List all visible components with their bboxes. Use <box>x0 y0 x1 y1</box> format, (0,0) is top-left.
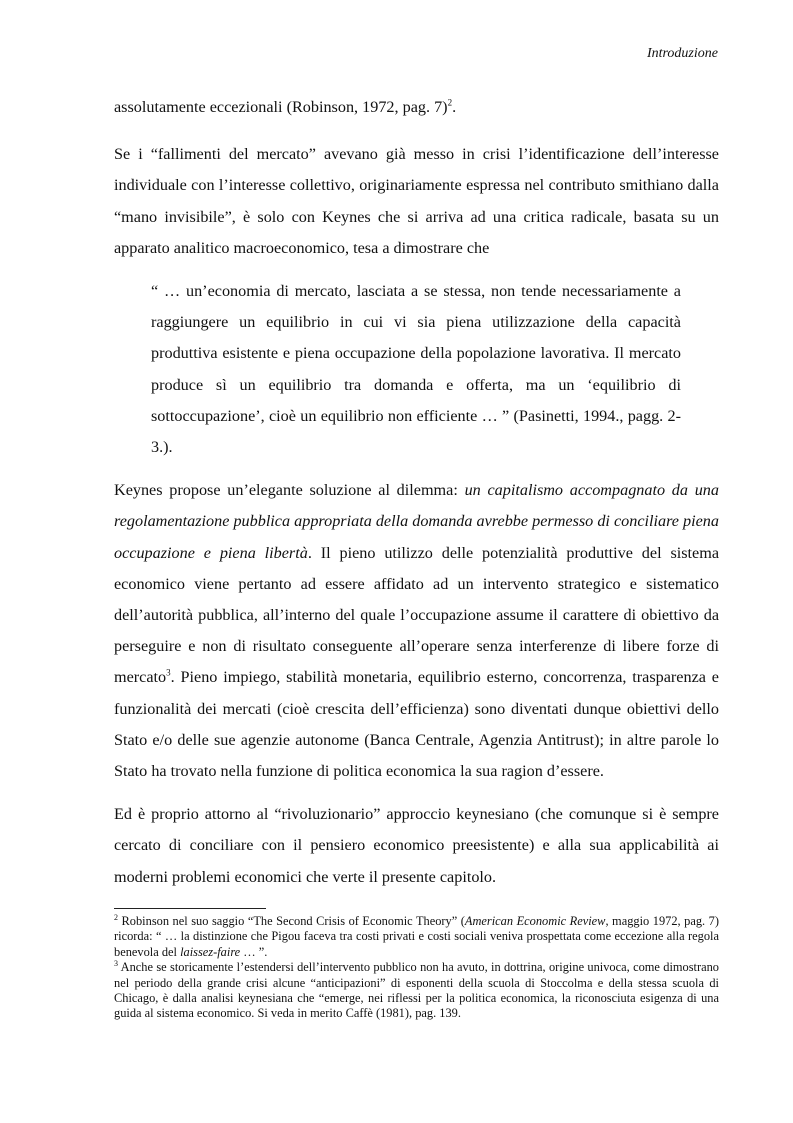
solution-italic: un capitalismo accompagnato da una regolamentazione pubblica appropriata della domanda avrebbe permesso di conciliare piena occupazione e piena libertà <box>114 481 719 562</box>
footnote-ref-3[interactable]: 3 <box>166 668 171 679</box>
block-quote-pasinetti: “ … un’economia di mercato, lasciata a se stessa, non tende necessariamente a raggiungere un equilibrio in cui vi sia piena utilizzazione della capacità produttiva esistente e piena occupazione della popolazione lavorativa. Il mercato produce sì un equilibrio tra domanda e offerta, ma un ‘equilibrio di sottoccupazione’, cioè un equilibrio non efficiente … ” (Pasinetti, 1994., pagg. 2-3.). <box>151 282 681 457</box>
running-header: Introduzione <box>646 46 718 61</box>
footnote-3-text: Anche se storicamente l’estendersi dell’intervento pubblico non ha avuto, in dottrina, origine univoca, come dimostrano nel periodo della grande crisi alcune “anticipazioni” di esponenti della scuola di Stoccolma e della stessa scuola di Chicago, è dalla analisi keynesiana che “emerge, nei riflessi per la politica economica, la riconosciuta esigenza di una guida al sistema economico. Si veda in merito Caffè (1981), pag. 139. <box>114 960 719 1021</box>
footnote-2-number: 2 <box>114 912 118 922</box>
main-text <box>114 92 719 905</box>
paragraph-keynes-intro: Se i “fallimenti del mercato” avevano già messo in crisi l’identificazione dell’interesse individuale con l’interesse collettivo, originariamente espressa nel contributo smithiano dalla “mano invisibile”, è solo con Keynes che si arriva ad una critica radicale, basata su un apparato analitico macroeconomico, tesa a dimostrare che <box>114 145 719 257</box>
solution-lead: Keynes propose un’elegante soluzione al dilemma: <box>114 481 465 500</box>
footnote-2-laissez-faire: laissez-faire <box>180 944 241 959</box>
solution-body: . Il pieno utilizzo delle potenzialità produttive del sistema economico viene pertanto ad essere affidato ad un intervento strategico e sistematico dell’autorità pubblica, all’interno del quale l’occupazione assume il carattere di obiettivo da perseguire e non di risultato conseguente all’operare senza interferenze di libere forze di mercato <box>114 543 720 687</box>
footnote-2-journal: American Economic Review <box>464 914 606 928</box>
solution-end: . Pieno impiego, stabilità monetaria, equilibrio esterno, concorrenza, trasparenza e funzionalità dei mercati (cioè crescita dell’efficienza) sono diventati dunque obiettivi dello Stato e/o delle sue agenzie autonome (Banca Centrale, Agenzia Antitrust); in altre parole lo Stato ha trovato nella funzione di politica economica la sua ragion d’essere. <box>114 668 719 781</box>
footnote-2 <box>114 914 719 960</box>
footnotes <box>114 914 719 1022</box>
footnote-2-part2: , maggio 1972, pag. 7) ricorda: “ … la distinzione che Pigou faceva tra costi privati e costi sociali veniva prospettata come eccezione alla regola benevola del <box>114 914 719 959</box>
paragraph-chapter-scope: Ed è proprio attorno al “rivoluzionario” approccio keynesiano (che comunque si è sempre cercato di conciliare con il pensiero economico preesistente) e alla sua applicabilità ai moderni problemi economici che verte il presente capitolo. <box>114 805 719 886</box>
footnote-3-number: 3 <box>114 959 118 969</box>
continuation-text: assolutamente eccezionali (Robinson, 1972, pag. 7) <box>114 98 448 116</box>
footnote-2-part3: … ”. <box>240 944 268 959</box>
footnote-2-part1: Robinson nel suo saggio “The Second Crisis of Economic Theory” ( <box>118 914 465 928</box>
paragraph-keynes-solution <box>114 475 719 787</box>
footnote-3 <box>114 960 719 1022</box>
paragraph-continuation <box>114 92 719 123</box>
continuation-end: . <box>452 98 457 116</box>
footnote-separator <box>114 908 266 909</box>
footnote-ref-2[interactable]: 2 <box>447 97 453 108</box>
